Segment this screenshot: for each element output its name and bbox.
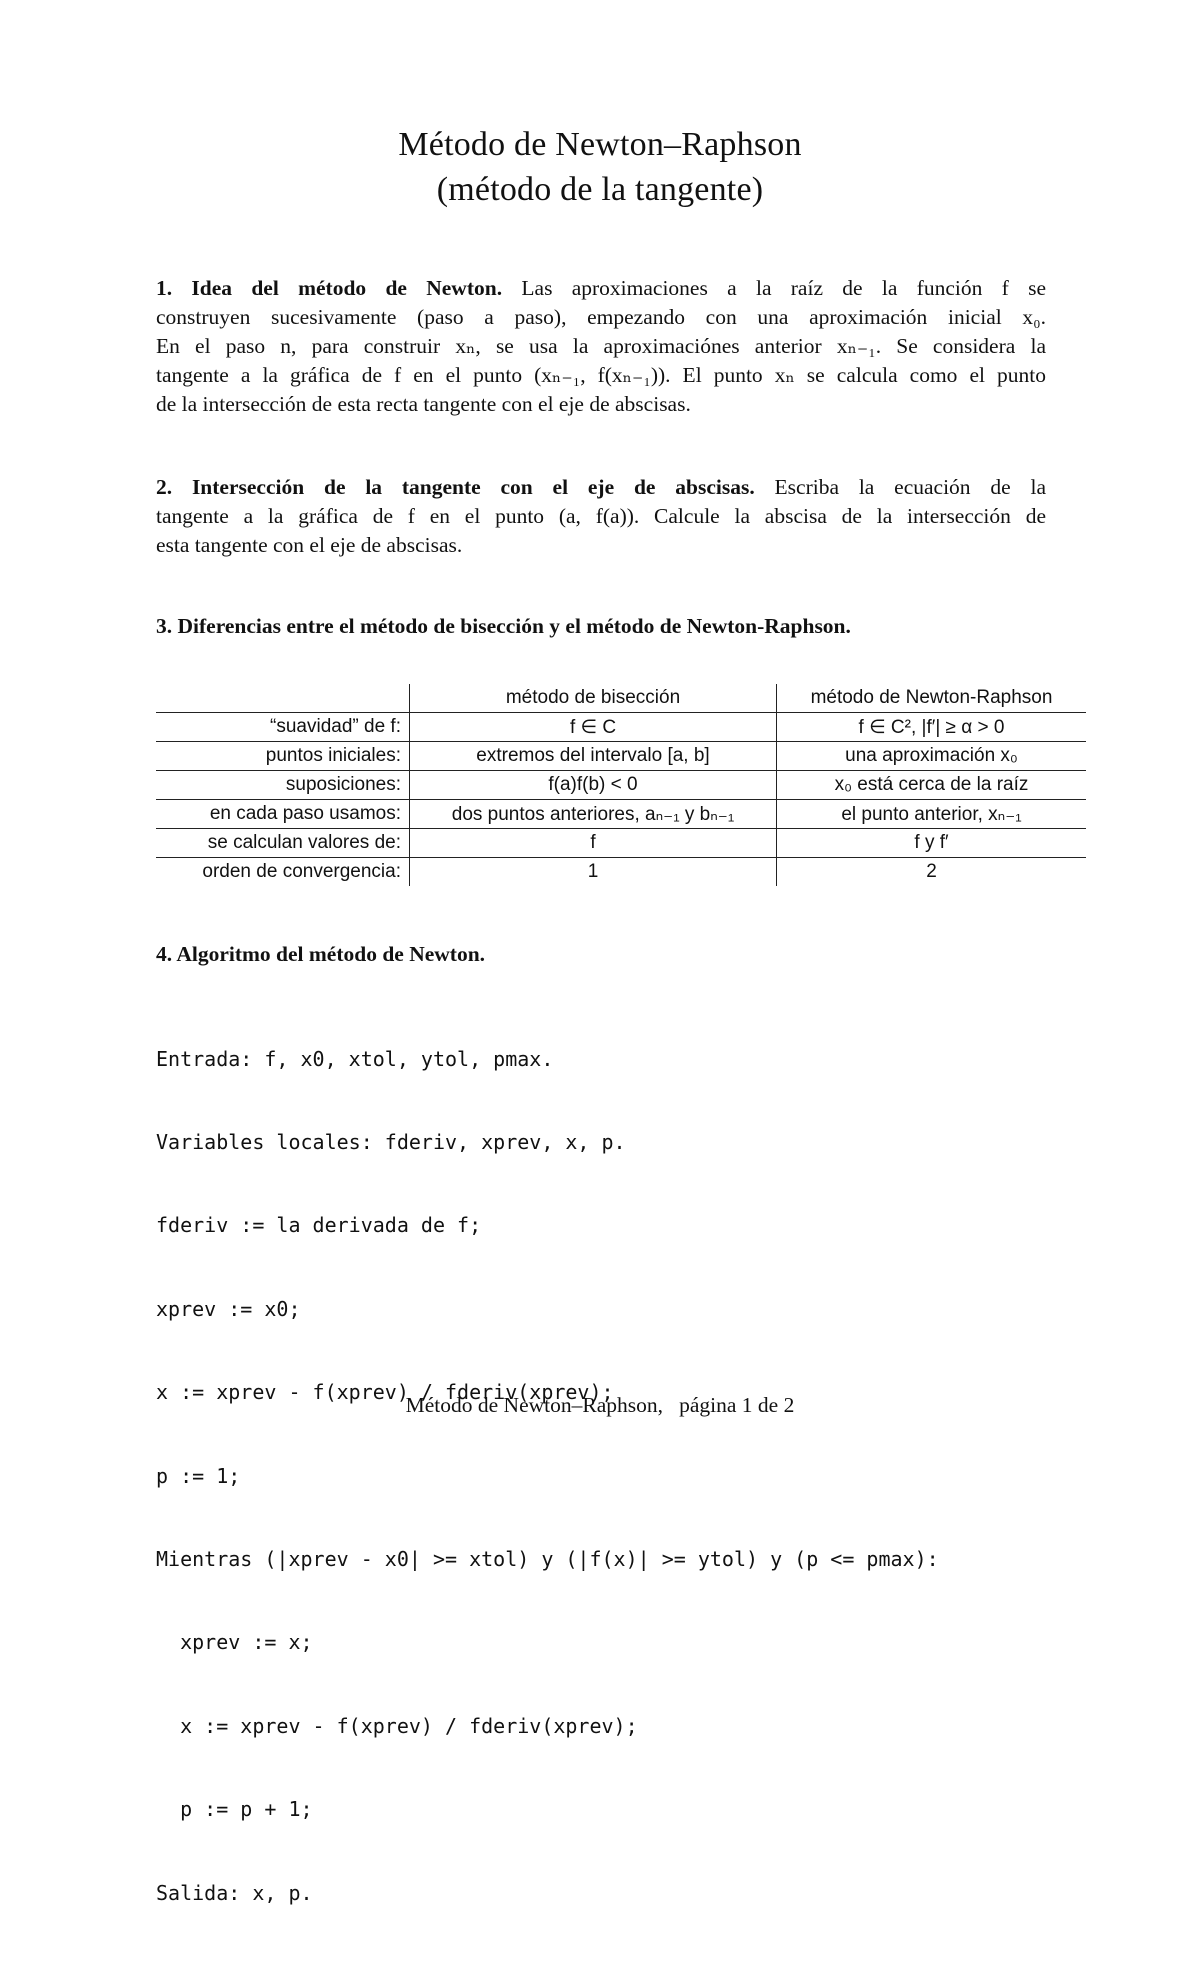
section-1-line-5: de la intersección de esta recta tangente con el eje de abscisas. [156, 392, 691, 416]
code-line: p := p + 1; [156, 1797, 313, 1822]
algorithm-code-block [156, 990, 939, 1963]
comparison-table [156, 684, 1086, 886]
table-header-cell [156, 684, 410, 713]
table-row [156, 713, 1086, 742]
code-line: p := 1; [156, 1463, 241, 1488]
table-cell: el punto anterior, xₙ₋₁ [777, 800, 1087, 829]
table-cell: dos puntos anteriores, aₙ₋₁ y bₙ₋₁ [410, 800, 777, 829]
code-line: Entrada: f, x0, xtol, ytol, pmax. [156, 1046, 554, 1071]
table-cell: orden de convergencia: [202, 861, 401, 882]
table-row [156, 858, 1086, 887]
table-cell: 1 [410, 858, 777, 887]
table-cell: f y f′ [777, 829, 1087, 858]
table-cell: una aproximación x₀ [777, 742, 1087, 771]
section-1-heading: 1. Idea del método de Newton. [156, 276, 503, 300]
page-footer: Método de Newton–Raphson, página 1 de 2 [405, 1393, 795, 1417]
section-4-heading: 4. Algoritmo del método de Newton. [156, 942, 486, 966]
table-cell: f(a)f(b) < 0 [410, 771, 777, 800]
table-row [156, 742, 1086, 771]
table-cell: extremos del intervalo [a, b] [410, 742, 777, 771]
section-1-line-4: tangente a la gráfica de f en el punto (xₙ₋₁, f(xₙ₋₁)). El punto xₙ se calcula como el punto [156, 363, 1046, 387]
code-line: xprev := x; [156, 1630, 313, 1655]
code-line: fderiv := la derivada de f; [156, 1213, 482, 1238]
code-line: Variables locales: fderiv, xprev, x, p. [156, 1129, 626, 1154]
section-2-line-1: Escriba la ecuación de la [774, 475, 1046, 499]
section-2 [156, 473, 1046, 560]
table-header-cell: método de Newton-Raphson [777, 684, 1087, 713]
table-cell: puntos iniciales: [156, 742, 410, 771]
page-title: Método de Newton–Raphson [398, 126, 802, 163]
code-line: xprev := x0; [156, 1296, 301, 1321]
table-cell: “suavidad” de f: [156, 713, 410, 742]
section-2-heading: 2. Intersección de la tangente con el eje de abscisas. [156, 475, 755, 499]
table-cell: 2 [777, 858, 1087, 887]
table-cell: f ∈ C², |f′| ≥ α > 0 [777, 713, 1087, 742]
section-2-line-2: tangente a la gráfica de f en el punto (a, f(a)). Calcule la abscisa de la intersección de [156, 504, 1046, 528]
table-row [156, 771, 1086, 800]
section-1 [156, 274, 1046, 419]
section-2-line-3: esta tangente con el eje de abscisas. [156, 533, 463, 557]
section-3-heading: 3. Diferencias entre el método de bisección y el método de Newton-Raphson. [156, 614, 851, 638]
table-row [156, 829, 1086, 858]
code-line: x := xprev - f(xprev) / fderiv(xprev); [156, 1380, 614, 1405]
table-cell: en cada paso usamos: [156, 800, 410, 829]
table-cell: f ∈ C [410, 713, 777, 742]
code-line: Mientras (|xprev - x0| >= xtol) y (|f(x)| >= ytol) y (p <= pmax): [156, 1546, 939, 1571]
table-header-row [156, 684, 1086, 713]
code-line: Salida: x, p. [156, 1880, 313, 1905]
code-line: x := xprev - f(xprev) / fderiv(xprev); [156, 1713, 638, 1738]
section-1-line-3: En el paso n, para construir xₙ, se usa la aproximaciónes anterior xₙ₋₁. Se considera la [156, 334, 1046, 358]
table-row [156, 800, 1086, 829]
table-cell: f [410, 829, 777, 858]
section-1-line-2: construyen sucesivamente (paso a paso), empezando con una aproximación inicial x₀. [156, 305, 1046, 329]
table-cell: x₀ está cerca de la raíz [777, 771, 1087, 800]
table-cell: suposiciones: [156, 771, 410, 800]
table-header-cell: método de bisección [410, 684, 777, 713]
table-cell: se calculan valores de: [156, 829, 410, 858]
page-subtitle: (método de la tangente) [436, 171, 764, 208]
section-1-line-1: Las aproximaciones a la raíz de la función f se [521, 276, 1047, 300]
